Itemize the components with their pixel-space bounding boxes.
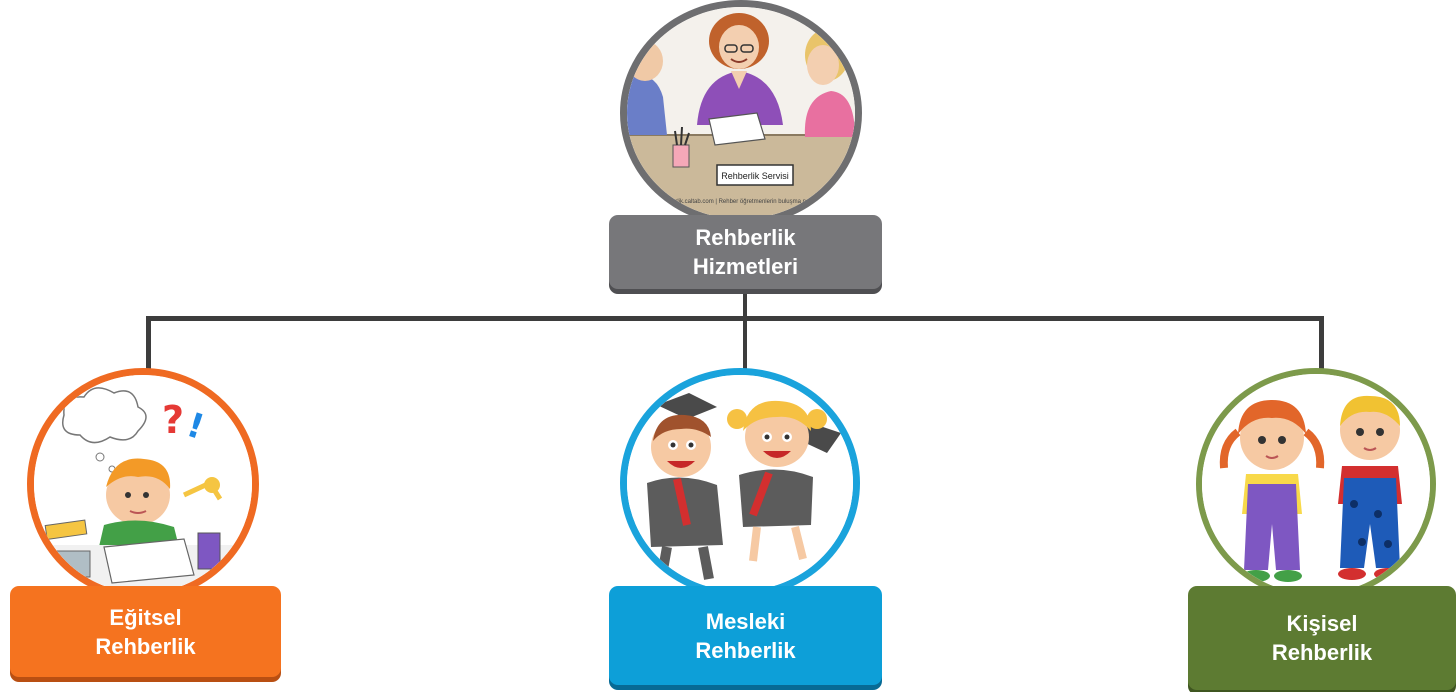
studying-boy-image — [27, 368, 259, 600]
svg-text:?: ? — [162, 398, 185, 442]
counseling-meeting-illustration — [627, 7, 855, 219]
child-node-egitsel-rehberlik — [10, 586, 281, 677]
two-kids-image — [1196, 368, 1436, 600]
root-label-line1: Rehberlik — [695, 225, 796, 250]
child-node-mesleki-rehberlik — [609, 586, 882, 685]
studying-boy-illustration — [34, 375, 252, 593]
graduating-kids-image — [620, 368, 860, 598]
kisisel-label-line2: Rehberlik — [1271, 640, 1373, 665]
kisisel-label-line1: Kişisel — [1286, 611, 1358, 636]
mesleki-label-line2: Rehberlik — [695, 637, 796, 663]
root-label-line2: Hizmetleri — [692, 254, 799, 279]
connector-left-drop — [146, 316, 151, 372]
counseling-meeting-image — [620, 0, 862, 226]
svg-text:!: ! — [181, 405, 209, 448]
mesleki-label-line1: Mesleki — [705, 608, 786, 634]
child-node-kisisel-rehberlik — [1188, 586, 1456, 690]
sign-text: Rehberlik Servisi — [721, 171, 789, 181]
two-kids-illustration — [1202, 374, 1430, 594]
connector-horizontal — [146, 316, 1324, 321]
root-node-rehberlik-hizmetleri — [609, 215, 882, 289]
footer-text: rehberlik.caltab.com | Rehber öğretmenlerin buluşma noktası — [660, 199, 822, 205]
egitsel-label-line1: Eğitsel — [109, 604, 182, 630]
egitsel-label-line2: Rehberlik — [95, 633, 196, 659]
graduating-kids-illustration — [627, 375, 853, 591]
